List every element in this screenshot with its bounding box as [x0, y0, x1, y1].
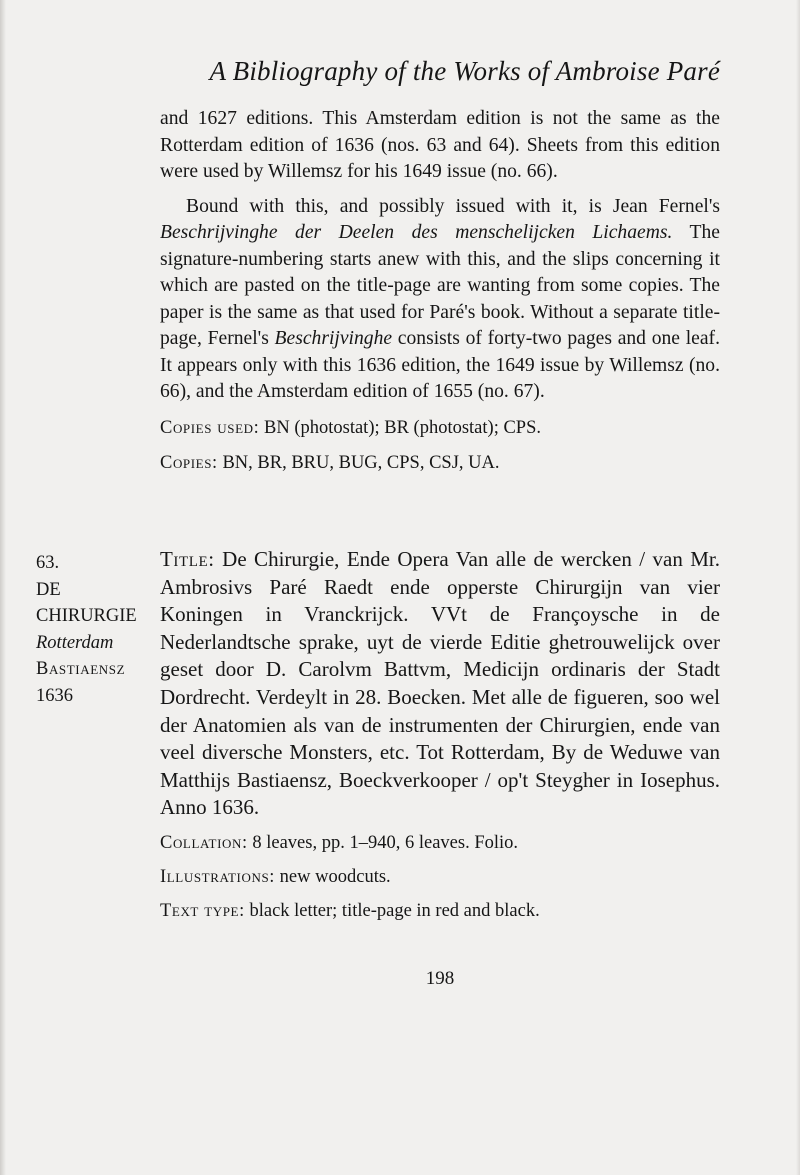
copies-used-line [160, 415, 720, 442]
collation-line [160, 831, 720, 856]
illustrations-text: new woodcuts. [275, 866, 391, 887]
paragraph-2-text-a: Bound with this, and possibly issued with it, is Jean Fernel's [186, 195, 720, 217]
paragraph-2-text-e: consists of forty-two pages and one leaf. It appears only with this 1636 edition, the 1649 issue by Willemsz (no. 66), and the Amsterdam edition of 1655 (no. 67). [160, 328, 720, 402]
collation-label: Collation: [160, 832, 248, 853]
page-number: 198 [425, 968, 455, 989]
entry-margin-note [36, 550, 146, 709]
title-label: Title: [160, 547, 215, 571]
paragraph-2-text-c: The signature-numbering starts anew with this, and the slips concerning it which are pasted on the title-page are wanting from some copies. The paper is the same as that used for Paré's book. Without a separate title-page, Fernel's [160, 222, 720, 349]
entry-printer: Bastiaensz [36, 659, 126, 679]
copies-used-value: BN (photostat); BR (photostat); CPS. [259, 417, 542, 438]
copies-label: Copies: [160, 453, 218, 473]
illustrations-label: Illustrations: [160, 866, 276, 887]
entry-number: 63. [36, 553, 60, 573]
running-head: A Bibliography of the Works of Ambroise Paré [209, 56, 720, 86]
fernel-short-title: Beschrijvinghe [274, 328, 393, 349]
page-edge-shadow-right [796, 0, 800, 1175]
entry-title-paragraph [160, 546, 720, 822]
entry-short-title-2: CHIRURGIE [36, 606, 137, 626]
collation-text: 8 leaves, pp. 1–940, 6 leaves. Folio. [247, 832, 519, 853]
entry-place: Rotterdam [36, 632, 114, 653]
entry-63 [160, 546, 720, 924]
paragraph-2 [160, 194, 720, 406]
illustrations-line [160, 865, 720, 890]
copies-used-label: Copies used: [160, 417, 260, 438]
copies-value: BN, BR, BRU, BUG, CPS, CSJ, UA. [217, 453, 500, 473]
main-text [160, 106, 720, 477]
title-text: De Chirurgie, Ende Opera Van alle de wercken / van Mr. Ambrosivs Paré Raedt ende opperste Chirurgijn van vier Koningen in Vranckrijck. VVt de Françoysche in de Nederlandtsche sprake, uyt de vierde Editie ghetrouwelijck over geset door D. Carolvm Battvm, Medicijn ordinaris der Stadt Dordrecht. Verdeylt in 28. Boecken. Met alle de figueren, soo wel der Anatomien als van de instrumenten der Chirurgien, ende van veel diversche Monsters, etc. Tot Rotterdam, By de Weduwe van Matthijs Bastiaensz, Boeckverkooper / op't Steygher in Iosephus. Anno 1636. [160, 547, 720, 820]
text-type-text: black letter; title-page in red and black. [244, 900, 540, 921]
entry-year: 1636 [36, 685, 73, 706]
entry-short-title-1: DE [36, 579, 61, 600]
page-edge-shadow [0, 0, 6, 1175]
fernel-title: Beschrijvinghe der Deelen des menschelijcken Lichaems. [160, 222, 673, 243]
paragraph-1: and 1627 editions. This Amsterdam edition is not the same as the Rotterdam edition of 1636 (nos. 63 and 64). Sheets from this edition were used by Willemsz for his 1649 issue (no. 66). [160, 108, 720, 182]
text-type-line [160, 899, 720, 924]
text-type-label: Text type: [160, 900, 245, 921]
copies-line [160, 450, 720, 477]
